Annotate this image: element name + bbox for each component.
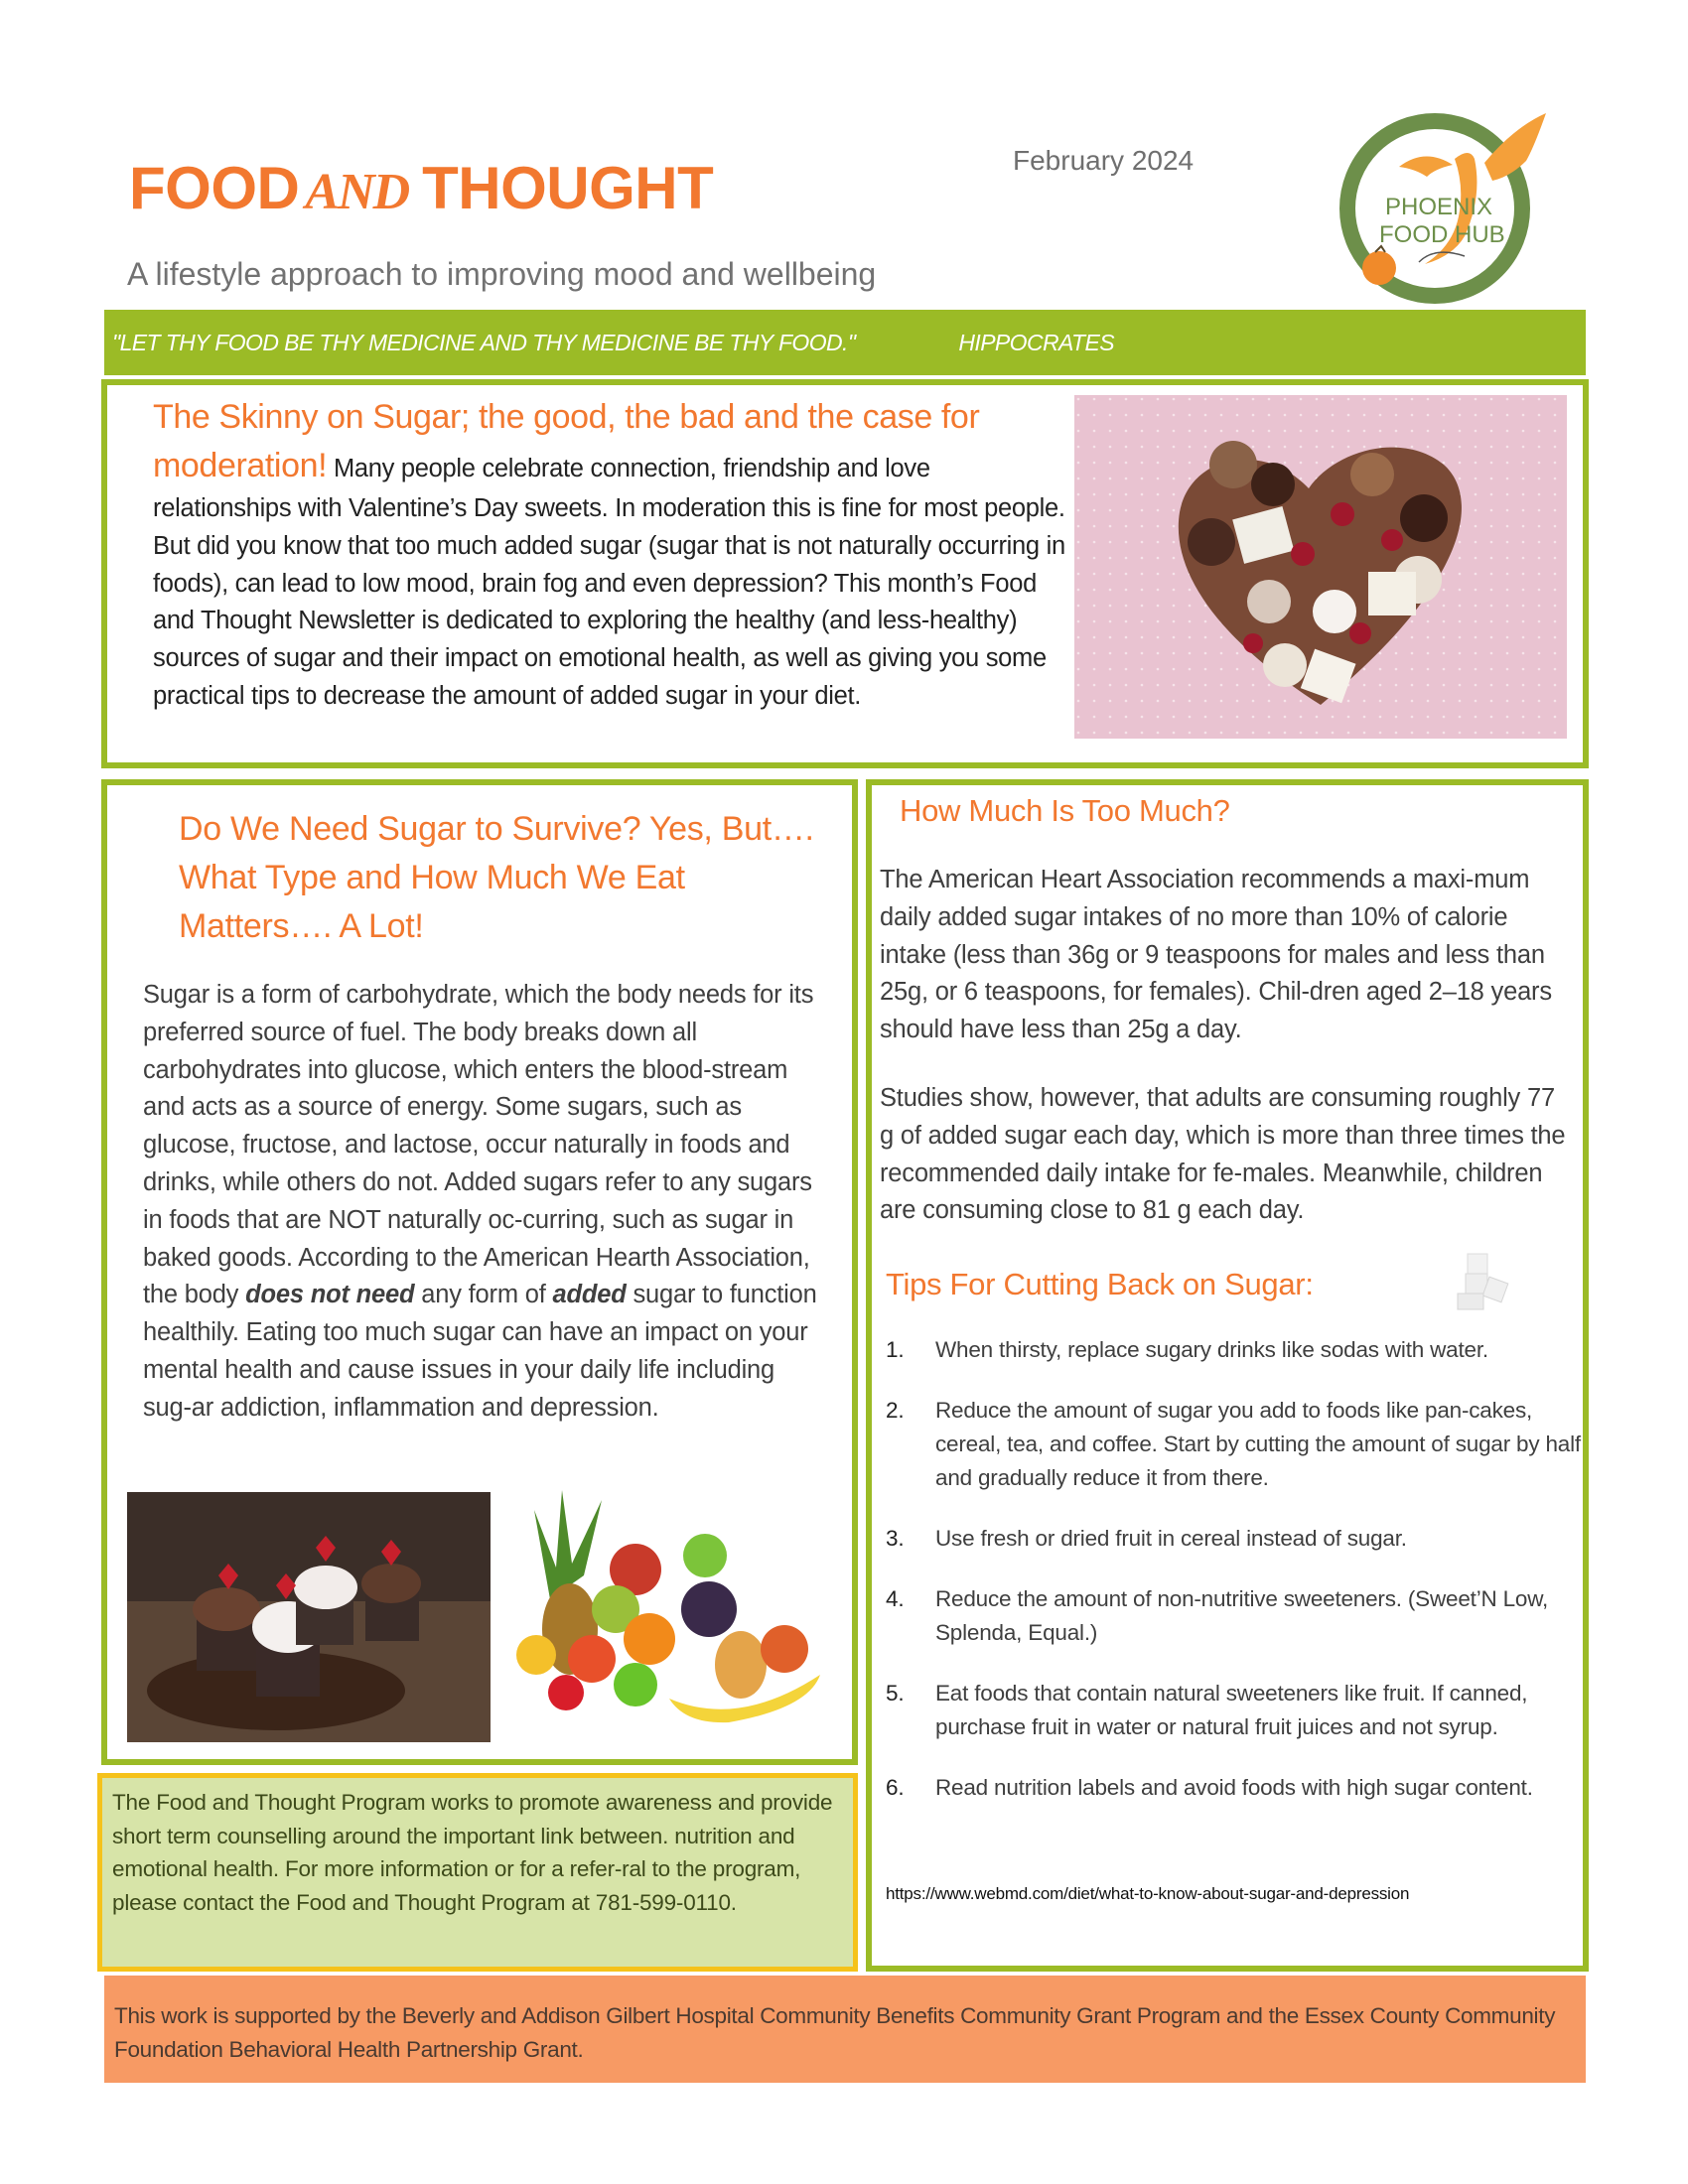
svg-text:FOOD HUB: FOOD HUB	[1379, 221, 1505, 248]
sugar-cubes-icon	[1454, 1252, 1511, 1313]
tips-list	[886, 1333, 1581, 1832]
tip-item	[886, 1677, 1581, 1744]
title-and: AND	[305, 164, 409, 220]
phoenix-food-hub-logo	[1336, 107, 1564, 306]
tip-number: 3.	[886, 1526, 905, 1551]
svg-text:PHOENIX: PHOENIX	[1385, 194, 1493, 220]
phoenix-logo-icon	[1336, 107, 1564, 306]
tip-number: 5.	[886, 1681, 905, 1706]
tips-heading: Tips For Cutting Back on Sugar:	[886, 1267, 1314, 1301]
tip-text: Reduce the amount of non-nutritive sweeteners. (Sweet’N Low, Splenda, Equal.)	[935, 1586, 1549, 1645]
tip-number: 6.	[886, 1775, 905, 1800]
tip-item	[886, 1771, 1581, 1805]
intro-heading: The Skinny on Sugar; the good, the bad and the case for moderation!	[153, 398, 980, 484]
how-much-heading: How Much Is Too Much?	[900, 793, 1230, 828]
sugar-survive-section	[101, 779, 858, 1765]
chocolate-heart-image	[1074, 395, 1567, 739]
body-text: any form of	[414, 1281, 553, 1309]
consumption-paragraph: Studies show, however, that adults are consuming roughly 77 g of added sugar each day, which is more than three times the recommended daily intake for fe-males. Meanwhile, children are consuming close to 81 g each day.	[880, 1084, 1566, 1225]
tip-number: 1.	[886, 1337, 905, 1362]
program-info-box: The Food and Thought Program works to promote awareness and provide short term counselling around the important link between. nutrition and emotional health. For more information or for a refer-ral to the program, please contact the Food and Thought Program at 781-599-0110.	[97, 1773, 858, 1972]
tip-text: Read nutrition labels and avoid foods with high sugar content.	[935, 1775, 1533, 1800]
issue-date: February 2024	[1013, 145, 1195, 176]
tip-text: Eat foods that contain natural sweeteners like fruit. If canned, purchase fruit in water or natural fruit juices and not syrup.	[935, 1681, 1528, 1739]
intro-body: Many people celebrate connection, friendship and love relationships with Valentine’s Day sweets. In moderation this is fine for most people. But did you know that too much added sugar (sugar that is not naturally occurring in foods), can lead to low mood, brain fog and even depression? This month’s Food and Thought Newsletter is dedicated to exploring the healthy (and less-healthy) sources of sugar and their impact on emotional health, as well as giving you some practical tips to decrease the amount of added sugar in your diet.	[153, 455, 1065, 710]
body-text: sugar to function healthily. Eating too much sugar can have an impact on your mental health and cause issues in your daily life including sug-ar addiction, inflammation and depression.	[143, 1281, 817, 1422]
tip-item	[886, 1522, 1581, 1556]
title-thought: THOUGHT	[422, 155, 714, 221]
tip-text: When thirsty, replace sugary drinks like sodas with water.	[935, 1337, 1488, 1362]
intro-section	[101, 379, 1589, 768]
tip-text: Reduce the amount of sugar you add to foods like pan-cakes, cereal, tea, and coffee. Start by cutting the amount of sugar by half and gradually reduce it from there.	[935, 1398, 1581, 1490]
quote-text: "LET THY FOOD BE THY MEDICINE AND THY MEDICINE BE THY FOOD."	[112, 329, 856, 355]
newsletter-title	[129, 154, 713, 227]
tip-number: 4.	[886, 1586, 905, 1611]
emphasis-added: added	[552, 1281, 627, 1309]
emphasis-does-not-need: does not need	[245, 1281, 415, 1309]
fruit-image	[510, 1480, 844, 1740]
title-food: FOOD	[129, 155, 300, 221]
sugar-survive-body	[143, 977, 828, 1428]
tip-item	[886, 1582, 1581, 1650]
fruit-icon	[510, 1480, 844, 1740]
tip-number: 2.	[886, 1398, 905, 1423]
body-text: Sugar is a form of carbohydrate, which the body needs for its preferred source of fuel. The body breaks down all carbohydrates into glucose, which enters the blood-stream and acts as a source of energy. Some sugars, such as glucose, fructose, and lactose, occur naturally in foods and drinks, while others do not. Added sugars refer to any sugars in foods that are NOT naturally oc-curring, such as sugar in baked goods. According to the American Hearth Association, the body	[143, 981, 814, 1309]
source-url[interactable]: https://www.webmd.com/diet/what-to-know-about-sugar-and-depression	[886, 1884, 1410, 1903]
intro-text	[153, 393, 1066, 716]
funding-footer: This work is supported by the Beverly and Addison Gilbert Hospital Community Benefits Community Grant Program and the Essex County Community Foundation Behavioral Health Partnership Grant.	[104, 1976, 1586, 2083]
cupcakes-icon	[127, 1492, 491, 1742]
quote-attribution: HIPPOCRATES	[958, 329, 1114, 355]
newsletter-subtitle: A lifestyle approach to improving mood and wellbeing	[127, 256, 877, 292]
quote-banner	[104, 310, 1586, 375]
tip-item	[886, 1394, 1581, 1495]
tip-text: Use fresh or dried fruit in cereal instead of sugar.	[935, 1526, 1407, 1551]
recommendation-paragraph: The American Heart Association recommends a maxi-mum daily added sugar intakes of no more than 10% of calorie intake (less than 36g or 9 teaspoons for males and less than 25g, or 6 teaspoons, for females). Chil-dren aged 2–18 years should have less than 25g a day.	[880, 866, 1552, 1044]
how-much-section	[866, 779, 1589, 1972]
tip-item	[886, 1333, 1581, 1367]
chocolate-heart-icon	[1074, 395, 1567, 739]
cupcakes-image	[127, 1492, 491, 1742]
sugar-survive-heading: Do We Need Sugar to Survive? Yes, But…. What Type and How Much We Eat Matters…. A Lot!	[179, 810, 814, 945]
